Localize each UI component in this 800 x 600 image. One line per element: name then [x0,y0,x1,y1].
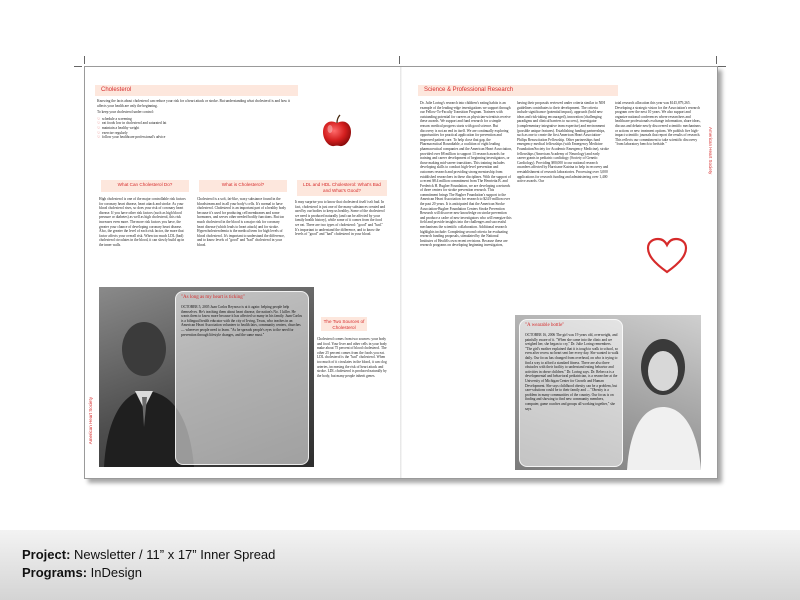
project-label: Project: [22,547,71,562]
sources-text: Cholesterol comes from two sources: your body and food. Your liver and other cells in your body make about 75 percent of blood cholesterol. The other 25 percent comes from the foods you eat. LDL cholesterol is the "bad" cholesterol. When too much of it circulates in the blood, it can clog arteries, increasing the risk of heart attack and stroke. LDL cholesterol is produced naturally by the body, but many people inherit genes. [317,337,387,378]
newsletter-spread [84,66,718,479]
woman-photo [515,315,701,470]
control-item: ♡ exercise regularly [97,131,297,136]
control-item: ♡ maintain a healthy weight [97,126,297,131]
page-fold [400,67,402,478]
quote-text-right: OCTOBER 16, 2006 The girl was 19 years old, overweight, and painfully aware of it. "When she came into the clinic and we weighed her, she began to cry," Dr. Julie Loring remembers. "The girl's mother explained that it is tough to walk to school, so even after recess no heart sent her every day. She wanted to walk daily. Our focus has changed from overhead, on who is trying to find a way to afford a standard fitness. There are also three obstacles with their facility to understand eating behavior and activities in obese children." Dr. Loring says. Dr. Rebecca is a developmental and behavioral pediatrician, is a researcher at the University of Michigan Center for Growth and Human Development. She says childhood obesity can be a problem, but care-solutions could be to their family and ... "Obesity is a problem in many communities of the country. Our focus is on finding and showing to find new community members, computer, game coaches and groups all working together," she says. [525,333,619,411]
col1-head: What Can Cholesterol Do? [101,180,189,192]
crop-mark [84,56,85,64]
apple-icon [319,113,355,149]
col3-head: LDL and HDL Cholesterol: What's Bad and What's Good? [297,180,387,196]
heart-icon [645,237,689,275]
col2-text: Cholesterol is a soft, fat-like, waxy substance found in the bloodstream and in all your body's cells. It's normal to have cholesterol. Cholesterol is an important part of a healthy body because it's used for producing cell membranes and some hormones, and serves other needed bodily functions. But too much cholesterol in the blood is a major risk for coronary heart disease (which leads to heart attack) and for stroke. Hypercholesterolemia is the medical term for high levels of blood cholesterol. It's important to understand the difference, and to know levels of "good" and "bad" cholesterol in your blood. [197,197,287,247]
control-item: ♡ follow your healthcare professional's advice [97,135,297,140]
crop-mark [399,56,400,64]
col1-text: High cholesterol is one of the major controllable risk factors for coronary heart disease, heart attack and stroke. As your blood cholesterol rises, so does your risk of coronary heart disease. If you have other risk factors (such as high blood pressure or diabetes) as well as high cholesterol, this risk increases even more. The more risk factors you have, the greater your chance of developing coronary heart disease. Also, the greater the level of each risk factor, the more that factor affects your overall risk. When too much LDL (bad) cholesterol circulates in the blood, it can slowly build up in the inner walls. [99,197,186,247]
col3-text: It may surprise you to know that cholesterol itself isn't bad. In fact, cholesterol is just one of the many substances created and used by our bodies to keep us healthy. Some of the cholesterol we need is produced naturally (and can be affected by your family health history), while some of it comes from the food we eat. There are two types of cholesterol: "good" and "bad." It's important to understand the difference, and to know the levels of "good" and "bad" cholesterol in your blood. [295,200,386,237]
project-value: Newsletter / 11” x 17” Inner Spread [74,547,276,562]
control-item: ♡ eat foods low in cholesterol and saturated fat [97,121,297,126]
col2-head: What is Cholesterol? [199,180,287,192]
project-line [22,547,275,562]
science-heading: Science & Professional Research [418,85,618,96]
intro-text: Knowing the facts about cholesterol can reduce your risk for a heart attack or stroke. But understanding what cholesterol is and how it affects your health are only the beginning. [97,99,290,108]
right-col3-text: total research allocation this year was $145,879,265. Developing a strategic vision for the Association's research program over the next 10 years. We also support and organize national conferences where researchers and healthcare professionals exchange information, share ideas, discuss and debate newly discovered scientific mechanisms or actions or new treatment options. We publish five high-impact scientific journals that report the results of research. This reflects our commitment to take scientific discovery "from laboratory bench to bedside." [615,101,701,147]
control-item: ♡ schedule a screening [97,117,297,122]
right-col2-text: having their proposals reviewed under criteria similar to NIH guidelines contributes to their development. The criteria include significance (potential impact), approach (bold new ideas and risk-taking encouraged), innovation (challenging paradigms and clinical barriers to success), investigator (complementary integrative team expertise) and environment (possible unique features). Establishing funding partnerships, such as one to create the first American Heart Association-Philips Resuscitation Fellowship. Other partnerships fund emergency medical fellowships (with Emergency Medicine Foundation/Society for Academic Emergency Medicine), stroke fellowships (American Academy of Neurology) and early career grants in pediatric cardiology (Society of Genetic Cardiology). Providing $80,000 to our national research awardees affected by Hurricane Katrina to help in recovery and reestablishment of research laboratories. Processing over 3,000 applications for research funding and administering over 1,400 active awards. Our [517,101,609,184]
right-col1-text: Dr. Julie Loring's research into children's eating habits is an example of the leading-edge investigations we support through our Fellow-To-Faculty Transition Program. Trainees with outstanding potential for careers as physician-scientists receive these awards. We support and fund research for a simple reason: medical progress starts with good science. But discovery is not an end in itself. We are continually exploring opportunities for practical application for prevention and improved patient care. To help close that gap, the Pharmaceutical Roundtable, a coalition of eight leading pharmaceutical companies and the American Heart Association, provided over $8 million to support 13 research awards for training and career development of beginning investigators, or those making mid-career transitions. This training includes developing skills to conduct high-level prevention and outcomes research and providing strong mentorship from established researchers in these disciplines. With the support of a recent $8.4 million commitment from The Henrietta B. and Frederick H. Bugher Foundation, we are developing a network of three centers for stroke prevention research. This commitment brings The Bugher Foundation's support to the American Heart Association for research to $24.9 million over the past 20 years. It is anticipated that the American Stroke Association-Bugher Foundation Centers Stroke Prevention Research will discover new knowledge on stroke prevention and produce a cadre of new investigators who will energize this field and provide insights into the challenges and successful mechanisms the scientific collaboration. Additional research highlights include: Completing second criteria for evaluating research funding proposals, stimulated by the National Institutes of Health's own recent revisions. Because these are research programs on developing beginning investigators, [420,101,512,248]
quote-text-left: OCTOBER 5, 2005 Juan Carlos Reynoso is at it again: helping people help themselves. He's teaching them about heart disease, the nation's No. 1 killer. He wants them to know more because it has affected so many in his family. Juan Carlos is a bilingual health educator with the city of Irving, Texas, who teaches in an American Heart Association volunteer to health fairs, community centers, churches — wherever people need to learn. "As he spreads people's eyes to the need for prevention through lifestyle changes, and the same must." [181,305,303,337]
programs-value: InDesign [90,565,142,580]
quote-title-left: "As long as my heart is ticking" [181,295,245,300]
crop-mark [718,66,726,67]
control-title: To keep your cholesterol under control: [97,110,154,115]
side-label-left: American Heart Society [88,397,93,445]
side-label-right: American Heart Society [708,127,713,175]
crop-mark [716,56,717,64]
cholesterol-heading: Cholesterol [95,85,298,96]
cholesterol-intro [97,99,297,140]
man-photo [99,287,314,467]
sources-head: The Two Sources of Cholesterol [321,317,367,331]
control-list [97,117,297,140]
caption-footer [0,530,800,600]
programs-line [22,565,142,580]
programs-label: Programs: [22,565,88,580]
crop-mark [74,66,82,67]
quote-title-right: "A wearable bottle" [525,323,565,328]
